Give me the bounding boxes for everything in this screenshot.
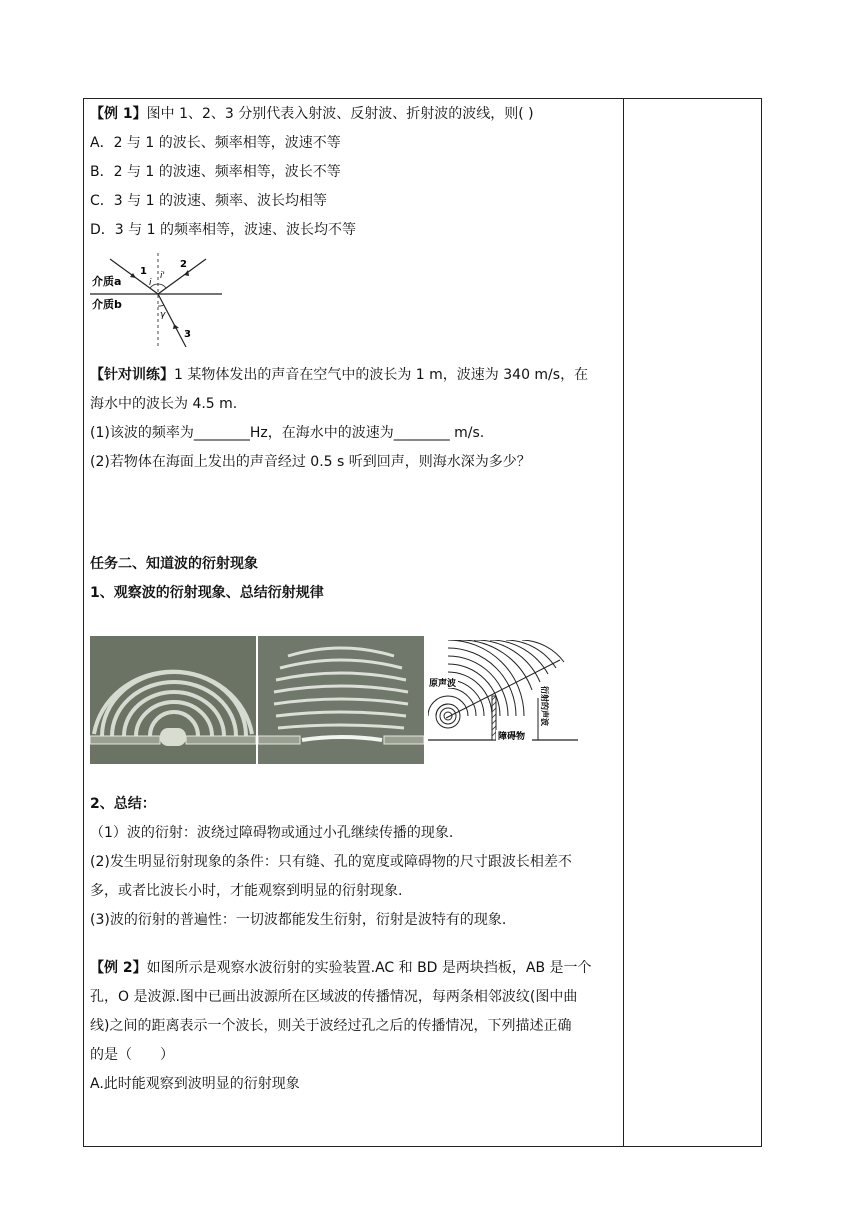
medium-a-label: 介质a	[92, 275, 122, 288]
ray1-label: 1	[140, 266, 147, 277]
example1-option-c: C．3 与 1 的波速、频率、波长均相等	[90, 193, 327, 209]
summary-2b: 多，或者比波长小时，才能观察到明显的衍射现象.	[90, 883, 403, 899]
example2-line1	[90, 954, 620, 983]
angle-gamma-label: γ	[160, 310, 166, 320]
water-wave-photo-wide-gap	[258, 636, 424, 764]
example1-option-d: D．3 与 1 的频率相等，波速、波长均不等	[90, 222, 356, 238]
refraction-figure	[90, 251, 240, 351]
task2-heading: 任务二、知道波的衍射现象	[90, 556, 258, 572]
example1-option-a: A．2 与 1 的波长、频率相等，波速不等	[90, 135, 341, 151]
example2-title: 【例 2】	[90, 960, 147, 976]
medium-b-label: 介质b	[92, 298, 122, 311]
diffraction-figures	[90, 636, 620, 766]
column-divider	[623, 98, 624, 1147]
angle-i-label: i	[149, 278, 152, 288]
example2-text1: 如图所示是观察水波衍射的实验装置.AC 和 BD 是两块挡板，AB 是一个	[146, 960, 592, 976]
task2-subheading-1: 1、观察波的衍射现象、总结衍射规律	[90, 585, 324, 601]
ray3-label: 3	[184, 329, 191, 340]
refraction-diagram	[90, 251, 240, 351]
angle-i-prime-label: i'	[160, 271, 165, 281]
obstacle-label: 障碍物	[498, 732, 526, 742]
example2-line3: 线)之间的距离表示一个波长，则关于波经过孔之后的传播情况，下列描述正确	[90, 1018, 572, 1034]
example2-line4: 的是（ ）	[90, 1047, 174, 1063]
diffracted-wave-label: 衍射的声波	[540, 686, 549, 726]
training-q1: (1)该波的频率为________Hz，在海水中的波速为________ m/s.	[90, 425, 485, 441]
training-q2: (2)若物体在海面上发出的声音经过 0.5 s 听到回声，则海水深为多少？	[90, 454, 531, 470]
water-wave-photo-small-gap	[90, 636, 256, 764]
training-title: 【针对训练】	[90, 367, 174, 383]
example2-line2: 孔，O 是波源.图中已画出波源所在区域波的传播情况，每两条相邻波纹(图中曲	[90, 989, 578, 1005]
summary-3: (3)波的衍射的普遍性：一切波都能发生衍射，衍射是波特有的现象.	[90, 912, 507, 928]
training-text: 1 某物体发出的声音在空气中的波长为 1 m，波速为 340 m/s，在	[174, 367, 589, 383]
ray2-label: 2	[180, 259, 187, 270]
sound-diffraction-diagram	[428, 640, 578, 764]
example1-question: 图中 1、2、3 分别代表入射波、反射波、折射波的波线，则( )	[146, 106, 534, 122]
example1-option-b: B．2 与 1 的波速、频率相等，波长不等	[90, 164, 341, 180]
example1-title: 【例 1】	[90, 106, 147, 122]
content-cell	[90, 100, 620, 1099]
training-line2: 海水中的波长为 4.5 m.	[90, 396, 238, 412]
source-wave-label: 原声波	[429, 679, 457, 689]
example2-option-a: A.此时能观察到波明显的衍射现象	[90, 1076, 300, 1092]
example1-question-line	[90, 100, 620, 129]
summary-1: （1）波的衍射：波绕过障碍物或通过小孔继续传播的现象.	[90, 825, 454, 841]
training-line1	[90, 361, 620, 390]
task2-subheading-2: 2、总结：	[90, 796, 156, 812]
summary-2a: (2)发生明显衍射现象的条件：只有缝、孔的宽度或障碍物的尺寸跟波长相差不	[90, 854, 572, 870]
